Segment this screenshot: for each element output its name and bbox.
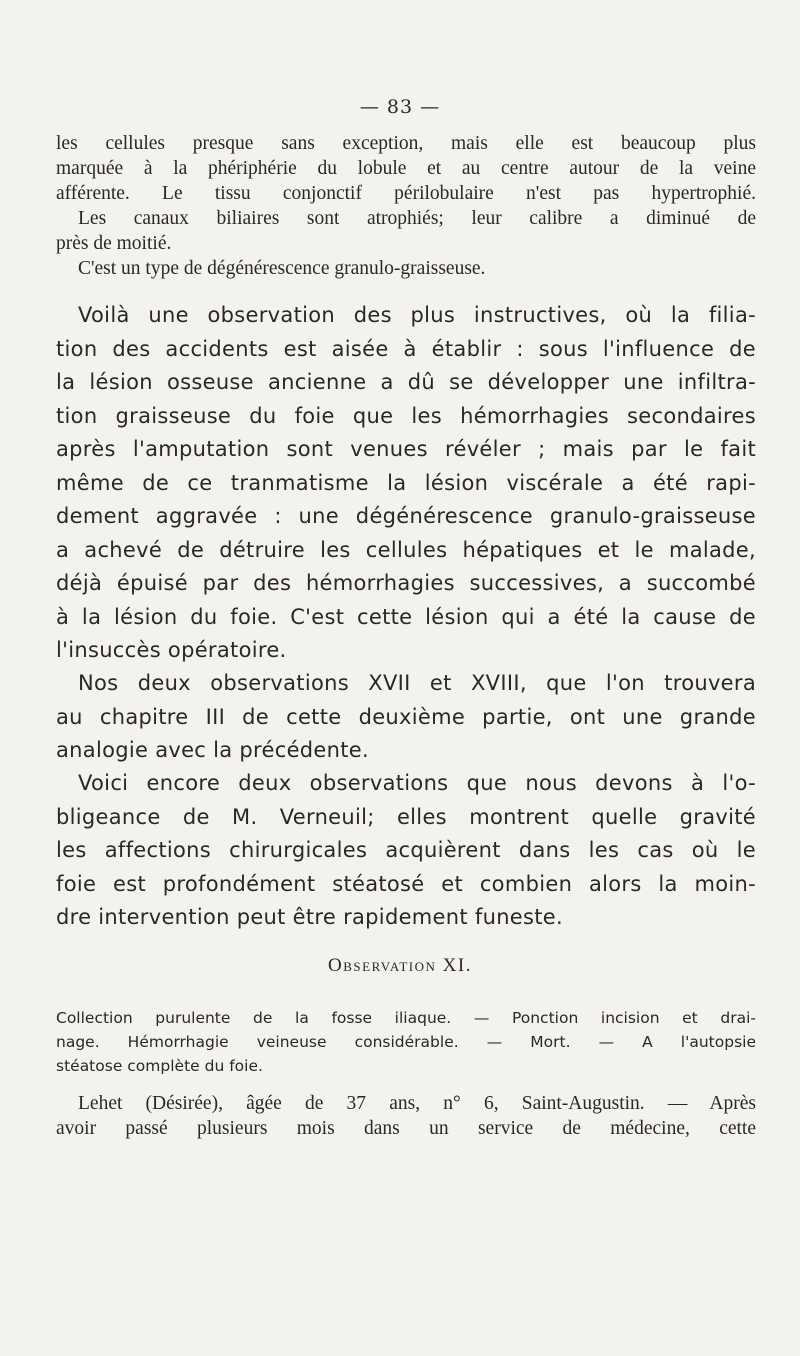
text-line: a achevé de détruire les cellules hépatiques et le malade, xyxy=(56,537,756,562)
text-line: analogie avec la précédente. xyxy=(56,738,369,762)
observation-title: Observation XI. xyxy=(328,955,472,976)
text-line: Voilà une observation des plus instructives, où la filia- xyxy=(78,303,756,327)
canaux-paragraph xyxy=(56,206,756,256)
main-paragraph xyxy=(56,299,756,668)
voici-paragraph xyxy=(56,767,756,935)
text-line: Les canaux biliaires sont atrophiés; leur calibre a diminué de xyxy=(78,208,756,229)
text-line: les affections chirurgicales acquièrent dans les cas où le xyxy=(56,838,756,862)
text-line: au chapitre III de cette deuxième partie, ont une grande xyxy=(56,704,756,729)
text-line: la lésion osseuse ancienne a dû se développer une infiltra- xyxy=(56,370,756,394)
text-line: afférente. Le tissu conjonctif périlobulaire n'est pas hypertrophié. xyxy=(56,183,756,204)
text-line: même de ce tranmatisme la lésion viscérale a été rapi- xyxy=(56,470,756,495)
text-line: Voici encore deux observations que nous devons à l'o- xyxy=(78,771,756,795)
text-line: C'est un type de dégénérescence granulo-graisseuse. xyxy=(78,258,486,279)
text-line: après l'amputation sont venues révéler ; mais par le fait xyxy=(56,437,756,461)
page-number: — 83 — xyxy=(359,96,441,118)
text-line: l'insuccès opératoire. xyxy=(56,638,287,662)
text-line: bligeance de M. Verneuil; elles montrent quelle gravité xyxy=(56,804,756,829)
text-line: nage. Hémorrhagie veineuse considérable. — Mort. — A l'autopsie xyxy=(56,1033,756,1051)
text-line: les cellules presque sans exception, mais elle est beaucoup plus xyxy=(56,133,756,154)
text-line: Nos deux observations XVII et XVIII, que l'on trouvera xyxy=(78,671,756,695)
text-line: à la lésion du foie. C'est cette lésion qui a été la cause de xyxy=(56,604,756,629)
text-line: avoir passé plusieurs mois dans un service de médecine, cette xyxy=(56,1118,756,1139)
text-line: tion des accidents est aisée à établir : sous l'influence de xyxy=(56,336,756,361)
text-line: marquée à la phériphérie du lobule et au centre autour de la veine xyxy=(56,158,756,179)
text-line: déjà épuisé par des hémorrhagies successives, a succombé xyxy=(56,571,756,595)
type-line xyxy=(56,256,756,281)
case-text xyxy=(56,1091,756,1141)
top-paragraph xyxy=(56,131,756,206)
text-line: près de moitié. xyxy=(56,233,172,254)
nos-paragraph xyxy=(56,667,756,768)
text-line: dement aggravée : une dégénérescence granulo-graisseuse xyxy=(56,504,756,528)
text-line: Lehet (Désirée), âgée de 37 ans, n° 6, Saint-Augustin. — Après xyxy=(78,1093,756,1114)
observation-summary xyxy=(56,1006,756,1078)
text-line: tion graisseuse du foie que les hémorrhagies secondaires xyxy=(56,403,756,428)
text-line: foie est profondément stéatosé et combien alors la moin- xyxy=(56,871,756,896)
text-line: stéatose complète du foie. xyxy=(56,1057,263,1075)
text-line: dre intervention peut être rapidement funeste. xyxy=(56,905,563,929)
text-line: Collection purulente de la fosse iliaque. — Ponction incision et drai- xyxy=(56,1009,756,1027)
